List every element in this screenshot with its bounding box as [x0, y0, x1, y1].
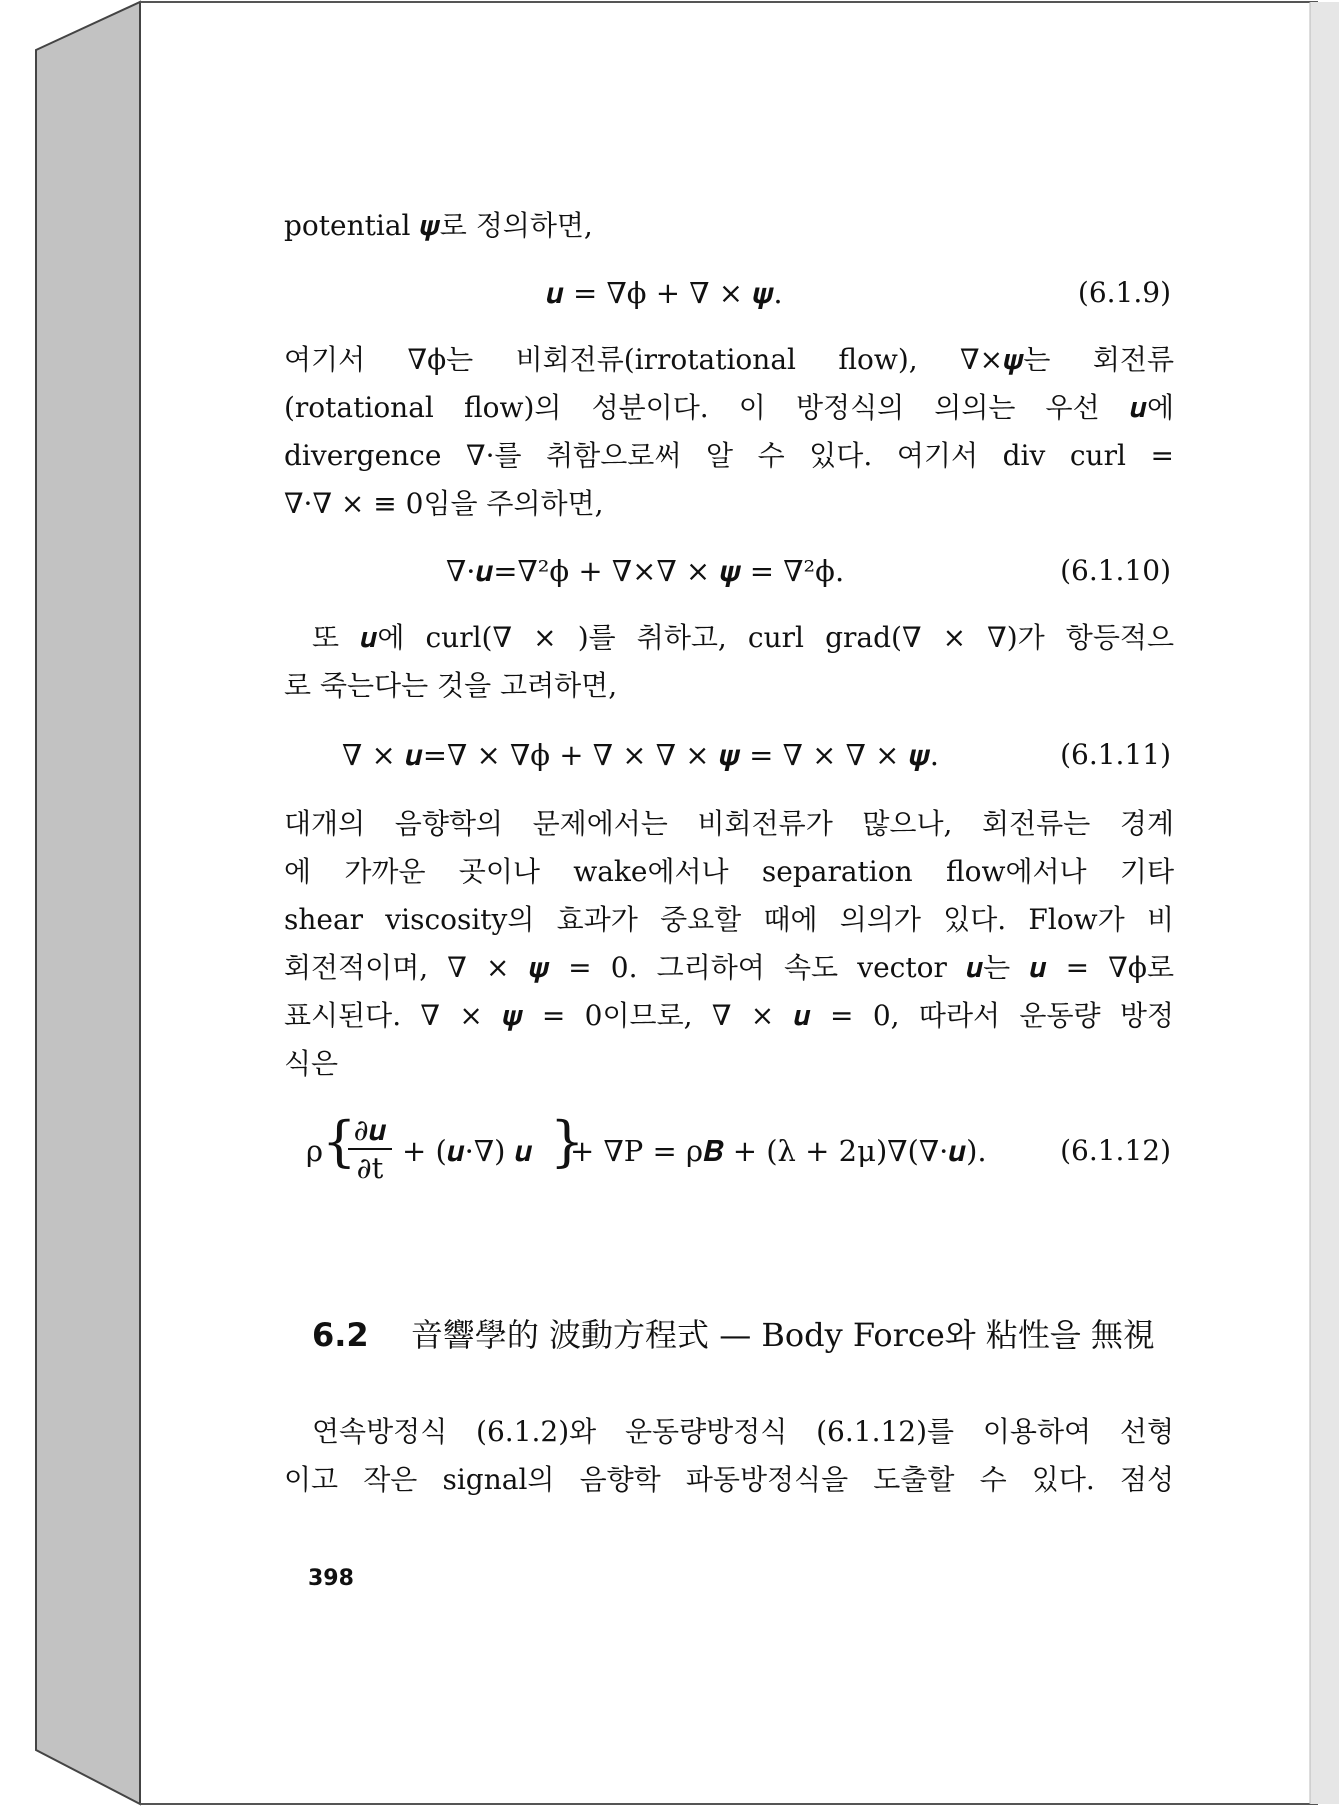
- equation-6-1-9: 𝒖 = ∇ϕ + ∇ × 𝝍.: [546, 276, 783, 310]
- equation-number-6-1-9: (6.1.9): [1077, 276, 1171, 309]
- page-number: 398: [308, 1566, 354, 1591]
- text-line-10: shear viscosity의 효과가 중요할 때에 의의가 있다. Flow가 비: [284, 903, 1174, 936]
- text-line-2: 여기서 ∇ϕ는 비회전류(irrotational flow), ∇×𝝍는 회전류: [284, 343, 1174, 376]
- eq12-left-brace: {: [322, 1110, 357, 1173]
- text-line-4: divergence ∇·를 취함으로써 알 수 있다. 여기서 div curl =: [284, 439, 1174, 472]
- page-right-edge: [1310, 2, 1339, 1804]
- text-line-5: ∇·∇ × ≡ 0임을 주의하면,: [284, 487, 604, 520]
- equation-number-6-1-12: (6.1.12): [1060, 1134, 1171, 1167]
- section-title-text: 音響學的 波動方程式 — Body Force와 粘性을 無視: [410, 1316, 1155, 1354]
- text-line-15: 이고 작은 signal의 음향학 파동방정식을 도출할 수 있다. 점성: [284, 1463, 1174, 1496]
- equation-number-6-1-10: (6.1.10): [1060, 554, 1171, 587]
- eq12-fraction: [348, 1114, 392, 1184]
- eq12-frac-bar: [348, 1148, 392, 1150]
- eq12-frac-denominator: ∂t: [356, 1151, 384, 1185]
- text-line-1: potential 𝝍로 정의하면,: [284, 209, 593, 242]
- text-line-13: 식은: [284, 1047, 339, 1080]
- section-heading: [312, 1310, 1155, 1356]
- book-side: [36, 2, 140, 1804]
- eq12-middle: + (𝒖·∇) 𝒖: [402, 1134, 533, 1168]
- eq12-frac-numerator: ∂𝒖: [353, 1113, 387, 1147]
- text-line-12: 표시된다. ∇ × 𝝍 = 0이므로, ∇ × 𝒖 = 0, 따라서 운동량 방정: [284, 999, 1174, 1032]
- section-number: 6.2: [312, 1316, 369, 1354]
- text-line-8: 대개의 음향학의 문제에서는 비회전류가 많으나, 회전류는 경계: [284, 807, 1174, 840]
- text-line-6: 또 𝒖에 curl(∇ × )를 취하고, curl grad(∇ × ∇)가 항등적으: [312, 621, 1174, 654]
- eq12-right-brace: }: [550, 1110, 585, 1173]
- text-line-14: 연속방정식 (6.1.2)와 운동량방정식 (6.1.12)를 이용하여 선형: [312, 1415, 1174, 1448]
- text-line-9: 에 가까운 곳이나 wake에서나 separation flow에서나 기타: [284, 855, 1174, 888]
- eq12-rho: ρ: [306, 1134, 324, 1168]
- text-line-11: 회전적이며, ∇ × 𝝍 = 0. 그리하여 속도 vector 𝒖는 𝒖 = ∇ϕ로: [284, 951, 1174, 984]
- eq12-rest: + ∇P = ρ𝑩 + (λ + 2μ)∇(∇·𝒖).: [570, 1134, 987, 1168]
- equation-6-1-11: ∇ × 𝒖=∇ × ∇ϕ + ∇ × ∇ × 𝝍 = ∇ × ∇ × 𝝍.: [342, 738, 939, 772]
- equation-6-1-10: ∇·𝒖=∇²ϕ + ∇×∇ × 𝝍 = ∇²ϕ.: [446, 554, 845, 588]
- text-line-3: (rotational flow)의 성분이다. 이 방정식의 의의는 우선 𝒖에: [284, 391, 1174, 424]
- equation-number-6-1-11: (6.1.11): [1060, 738, 1171, 771]
- text-line-7: 로 죽는다는 것을 고려하면,: [284, 669, 618, 702]
